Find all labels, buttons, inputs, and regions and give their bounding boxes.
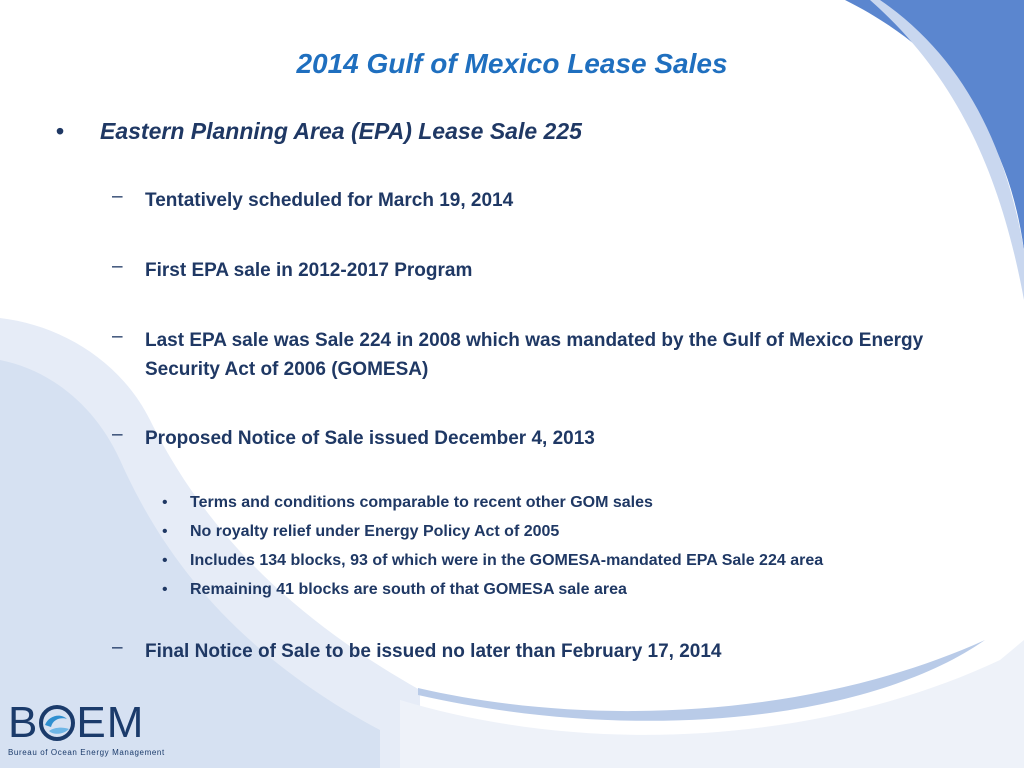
logo-letters-em: EM [76,698,145,747]
sub-bullet-last-epa [112,326,942,384]
bullet-marker: • [162,523,168,540]
bullet-marker: • [56,118,65,144]
sub-sub-bullet-text: Terms and conditions comparable to recent other GOM sales [190,494,653,511]
dash-marker: – [112,326,123,347]
bullet-marker: • [162,494,168,511]
sub-sub-bullet-remaining [162,581,627,599]
sub-sub-bullet-blocks [162,552,823,570]
bullet-marker: • [162,552,168,569]
sub-bullet-text: Proposed Notice of Sale issued December 4, 2013 [145,428,595,449]
ocean-wave-icon [39,705,75,741]
sub-bullet-text: Tentatively scheduled for March 19, 2014 [145,190,514,211]
sub-sub-bullet-royalty [162,523,559,541]
dash-marker: – [112,186,123,207]
boem-logo [8,700,165,757]
dash-marker: – [112,256,123,277]
sub-bullet-first-epa [112,256,942,285]
logo-letter-b: B [8,698,39,747]
logo-subtitle: Bureau of Ocean Energy Management [8,748,165,757]
logo-wordmark [8,700,165,746]
dash-marker: – [112,424,123,445]
sub-bullet-schedule [112,186,942,215]
sub-sub-bullet-terms [162,494,653,512]
sub-bullet-text: First EPA sale in 2012-2017 Program [145,260,473,281]
sub-sub-bullet-text: Remaining 41 blocks are south of that GOMESA sale area [190,581,627,598]
sub-sub-bullet-text: No royalty relief under Energy Policy Act of 2005 [190,523,560,540]
dash-marker: – [112,637,123,658]
slide-title: 2014 Gulf of Mexico Lease Sales [296,48,728,79]
bullet-marker: • [162,581,168,598]
sub-bullet-text: Final Notice of Sale to be issued no later than February 17, 2014 [145,641,722,662]
sub-sub-bullet-text: Includes 134 blocks, 93 of which were in the GOMESA-mandated EPA Sale 224 area [190,552,824,569]
main-bullet-text: Eastern Planning Area (EPA) Lease Sale 225 [100,118,582,144]
sub-bullet-final-notice [112,637,942,666]
sub-bullet-text: Last EPA sale was Sale 224 in 2008 which was mandated by the Gulf of Mexico Energy Security Act of 2006 (GOMESA) [145,330,924,380]
sub-bullet-proposed-notice [112,424,942,453]
